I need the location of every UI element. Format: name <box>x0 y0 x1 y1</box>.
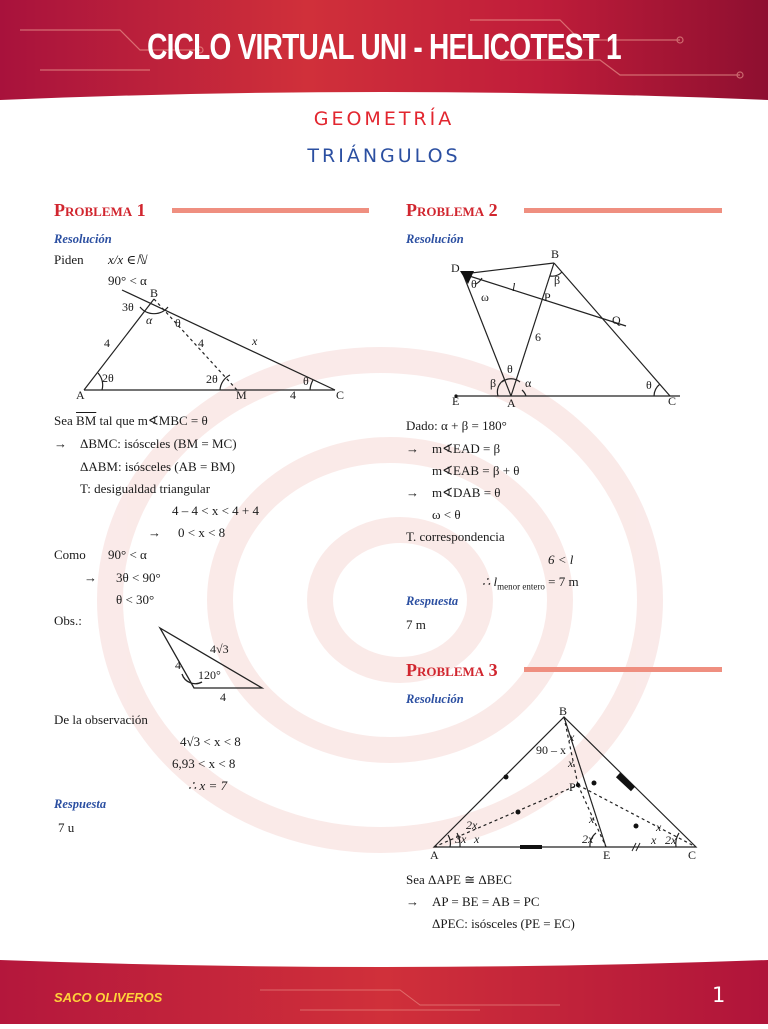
p2-arrow-2: → <box>406 485 419 500</box>
p2-line-1: m∢EAD = β <box>432 441 501 456</box>
p1-label-theta: θ <box>175 316 181 330</box>
p3-label-2x-C: 2x <box>665 833 677 847</box>
p2-label-theta1: θ <box>471 277 477 291</box>
p3-label-x-C1: x <box>656 820 662 834</box>
p2-label-l: l <box>512 280 516 294</box>
p3-label-x-C2: x <box>651 833 657 847</box>
p1-arrow-3: → <box>84 570 97 585</box>
p2-label-theta2: θ <box>507 362 513 376</box>
p2-label-omega: ω <box>481 290 489 304</box>
p1-label-A: A <box>76 388 85 402</box>
p1-deobs-1: 4√3 < x < 8 <box>180 734 241 749</box>
p1-arrow-1: → <box>54 436 67 451</box>
p1-como-2: 3θ < 90° <box>116 570 161 585</box>
p2-answer-label: Respuesta <box>406 594 459 608</box>
p1-label-A2theta: 2θ <box>102 371 114 385</box>
p3-label-2x-A: 2x <box>466 818 478 832</box>
p1-label-MC: 4 <box>290 388 296 402</box>
problem-3-title: Problema 3 <box>406 660 498 680</box>
p1-obs-side-c: 4 <box>220 690 226 704</box>
p1-answer: 7 u <box>58 820 75 835</box>
p1-como-3: θ < 30° <box>116 592 155 607</box>
subject-heading: GEOMETRÍA <box>313 108 455 130</box>
p2-line-5: T. correspondencia <box>406 529 505 544</box>
p1-label-3theta: 3θ <box>122 300 134 314</box>
p2-line-2: m∢EAB = β + θ <box>432 463 520 478</box>
page-title: CICLO VIRTUAL UNI - HELICOTEST 1 <box>147 26 621 67</box>
p3-line-1: AP = BE = AB = PC <box>432 894 540 909</box>
problem-1-title: Problema 1 <box>54 200 146 220</box>
p2-line-3: m∢DAB = θ <box>432 485 501 500</box>
p3-label-B: B <box>559 704 568 718</box>
p1-deobs: De la observación <box>54 712 148 727</box>
p1-label-AB: 4 <box>104 336 110 350</box>
p3-label-x2: x <box>568 756 574 770</box>
p2-conclusion-pre: ∴ l <box>482 574 498 589</box>
p3-line-2: ΔPEC: isósceles (PE = EC) <box>432 916 575 931</box>
p1-arrow-2: → <box>148 525 161 540</box>
p2-label-P: P <box>544 290 551 304</box>
p2-label-6: 6 <box>535 330 541 344</box>
p3-label-A: A <box>430 848 439 862</box>
p3-label-90x: 90 – x <box>536 743 566 757</box>
p1-label-B: B <box>150 286 159 300</box>
p1-label-Ctheta: θ <box>303 374 309 388</box>
p1-label-M2theta: 2θ <box>206 372 218 386</box>
p1-obs-triangle <box>150 622 270 694</box>
p2-line-6: 6 < l <box>548 552 574 567</box>
p1-label-x: x <box>252 334 258 348</box>
p1-label-C: C <box>336 388 345 402</box>
p3-label-x1: x <box>569 730 575 744</box>
p2-label-theta3: θ <box>646 378 652 392</box>
p1-line-4: 4 – 4 < x < 4 + 4 <box>172 503 259 518</box>
p1-obs-side-a: 4√3 <box>210 642 229 656</box>
p1-line-2: ΔABM: isósceles (AB = BM) <box>80 459 236 474</box>
p1-obs-angle: 120° <box>198 668 221 682</box>
p1-line-1: ΔBMC: isósceles (BM = MC) <box>80 436 237 451</box>
p1-resolution-label: Resolución <box>54 232 112 246</box>
p1-como-1: 90° < α <box>108 547 147 562</box>
problem-2-rule <box>524 208 722 213</box>
p2-conclusion-sub: menor entero <box>497 581 545 592</box>
p1-label-alpha: α <box>146 313 153 327</box>
p2-resolution-label: Resolución <box>406 232 464 246</box>
p1-piden-value: x/x ∈ℕ <box>108 252 147 267</box>
p3-resolution-label: Resolución <box>406 692 464 706</box>
p3-label-x3: x <box>589 812 595 826</box>
p1-label-BM: 4 <box>198 336 204 350</box>
p2-line-7 <box>482 574 579 592</box>
p2-label-Q: Q <box>612 313 621 327</box>
footer-brand: SACO OLIVEROS <box>54 990 163 1005</box>
p1-answer-label: Respuesta <box>54 797 107 811</box>
p2-label-beta2: β <box>490 376 497 390</box>
p1-label-M: M <box>236 388 247 402</box>
p3-label-x-A: x <box>474 832 480 846</box>
p2-label-A: A <box>507 396 516 410</box>
p2-line-4: ω < θ <box>432 507 461 522</box>
p1-obs: Obs.: <box>54 613 82 628</box>
p2-label-E: E <box>452 394 460 408</box>
p1-deobs-3: ∴ x = 7 <box>188 778 228 793</box>
p2-label-alpha: α <box>525 376 532 390</box>
p1-obs-side-b: 4 <box>175 658 181 672</box>
p1-sea-segment: $\overline{BM}$ <box>76 413 97 428</box>
p1-piden: Piden <box>54 252 84 267</box>
problem-2-title: Problema 2 <box>406 200 498 220</box>
problem-3-rule <box>524 667 722 672</box>
p2-given: Dado: α + β = 180° <box>406 418 507 433</box>
p2-answer: 7 m <box>406 617 426 632</box>
p3-label-2x-E: 2x <box>582 832 594 846</box>
p1-line-3: T: desigualdad triangular <box>80 481 211 496</box>
p1-condition: 90° < α <box>108 273 147 288</box>
p3-label-P: P <box>569 780 576 794</box>
p1-sea-post: tal que m∢MBC = θ <box>99 413 208 428</box>
p2-arrow-1: → <box>406 441 419 456</box>
p1-triangle-figure <box>70 285 360 405</box>
p2-conclusion-post: = 7 m <box>544 574 579 589</box>
p1-sea-line <box>54 413 208 429</box>
p1-sea-pre: Sea <box>54 413 73 428</box>
p1-deobs-2: 6,93 < x < 8 <box>172 756 236 771</box>
p2-label-C: C <box>668 394 677 408</box>
p3-label-C: C <box>688 848 697 862</box>
p1-como: Como <box>54 547 86 562</box>
page-number: 1 <box>712 983 726 1007</box>
p3-arrow-1: → <box>406 894 419 909</box>
p3-label-3x: 3x <box>455 832 467 846</box>
p3-label-E: E <box>603 848 611 862</box>
problem-1-rule <box>172 208 369 213</box>
p2-label-B: B <box>551 247 560 261</box>
p2-label-beta1: β <box>554 273 561 287</box>
p2-label-D: D <box>451 261 460 275</box>
p3-sea: Sea ΔAPE ≅ ΔBEC <box>406 872 512 887</box>
p1-line-5: 0 < x < 8 <box>178 525 226 540</box>
topic-heading: TRIÁNGULOS <box>307 145 461 167</box>
